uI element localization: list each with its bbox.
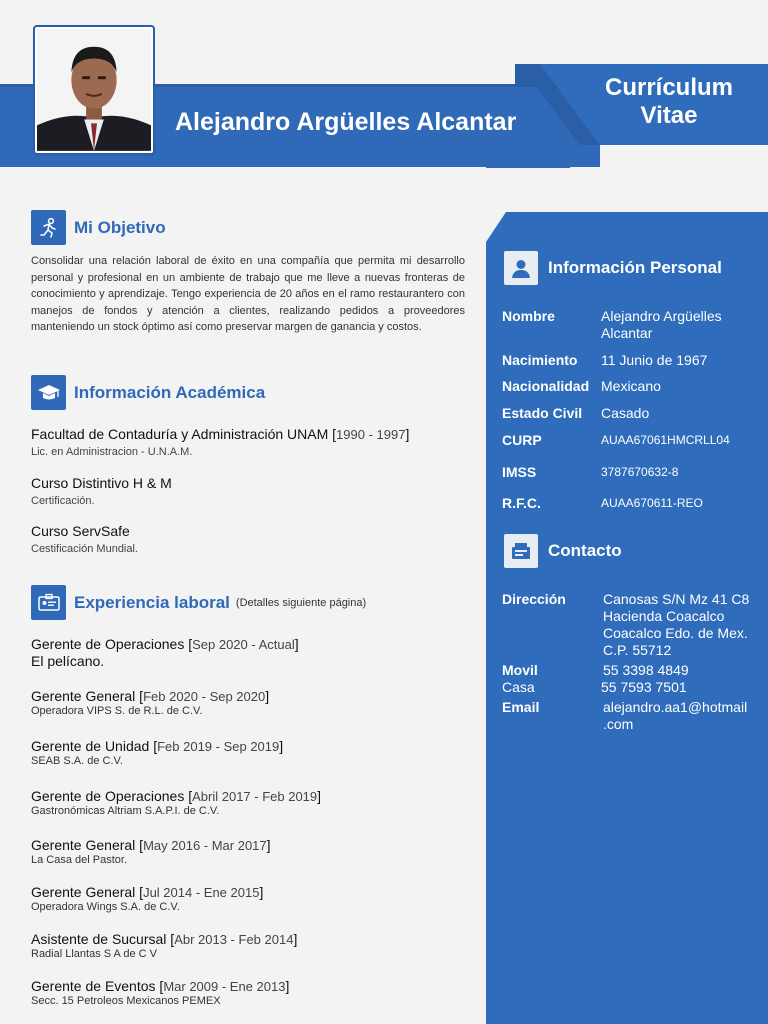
address-line: Hacienda Coacalco — [603, 608, 725, 624]
academic-item — [31, 426, 471, 458]
experience-item — [31, 978, 471, 1007]
job-company: Radial Llantas S A de C V — [31, 948, 157, 960]
job-role: Gerente de Eventos — [31, 978, 156, 994]
address-line: C.P. 55712 — [603, 642, 672, 658]
personal-label: Nombre — [502, 308, 555, 324]
job-company: Operadora VIPS S. de R.L. de C.V. — [31, 705, 203, 717]
contact-title: Contacto — [548, 541, 622, 560]
running-person-icon — [31, 210, 66, 245]
job-company: SEAB S.A. de C.V. — [31, 755, 123, 767]
contact-casa[interactable]: 55 7593 7501 — [601, 679, 687, 695]
address-line: Canosas S/N Mz 41 C8 — [603, 591, 750, 607]
academic-item-sub: Certificación. — [31, 495, 95, 507]
job-role: Gerente General — [31, 837, 136, 853]
cv-title-line1: Currículum — [604, 74, 733, 101]
experience-title: Experiencia laboral — [74, 592, 230, 612]
id-card-icon — [31, 585, 66, 620]
personal-label: CURP — [502, 432, 542, 448]
contact-label: Casa — [502, 679, 535, 695]
objective-text: Consolidar una relación laboral de éxito en una compañía que permita mi desarrollo personal y profesional en un ambiente de trabajo que me lleve a nuevas fronteras de conocimiento y aprendizaje. Tengo experiencia de 20 años en el ramo restaurantero con manejos de fondos y atención a clientes, realizando pedidos a proveedores manteniendo un stock óptimo así como preservar margen de ganancia y costos. — [31, 255, 465, 334]
experience-item — [31, 636, 471, 669]
contact-movil[interactable]: 55 3398 4849 — [603, 662, 689, 678]
experience-item — [31, 688, 471, 717]
job-company: Operadora Wings S.A. de C.V. — [31, 901, 180, 913]
personal-label: Nacionalidad — [502, 378, 590, 394]
experience-note: (Detalles siguiente página) — [235, 596, 367, 609]
personal-label: IMSS — [502, 464, 537, 480]
job-title: Gerente de Operaciones [Sep 2020 - Actual] — [31, 636, 299, 652]
academic-item-dates: 1990 - 1997 — [336, 427, 406, 442]
personal-label: Estado Civil — [502, 405, 583, 421]
email-line: alejandro.aa1@hotmail — [603, 699, 748, 715]
contact-row-address — [502, 591, 762, 661]
job-dates: May 2016 - Mar 2017 — [143, 838, 267, 853]
email-line: .com — [603, 716, 634, 732]
academic-item-name: Facultad de Contaduría y Administración UNAM — [31, 426, 329, 442]
personal-label: R.F.C. — [502, 495, 541, 511]
personal-value: 3787670632-8 — [601, 465, 679, 479]
experience-item — [31, 931, 471, 960]
graduation-cap-icon — [31, 375, 66, 410]
candidate-name: Alejandro Argüelles Alcantar — [175, 108, 517, 136]
academic-item-title: Facultad de Contaduría y Administración UNAM [1990 - 1997] — [31, 426, 410, 442]
job-role: Gerente de Unidad — [31, 738, 150, 754]
contact-email[interactable] — [603, 699, 768, 733]
objective-title: Mi Objetivo — [74, 217, 166, 237]
contact-card-icon — [504, 534, 538, 568]
side-panel-notch — [486, 212, 768, 242]
job-dates: Feb 2020 - Sep 2020 — [143, 689, 266, 704]
academic-item — [31, 475, 471, 507]
job-company: Secc. 15 Petroleos Mexicanos PEMEX — [31, 995, 221, 1007]
address-line: Coacalco Edo. de Mex. — [603, 625, 748, 641]
profile-photo — [37, 29, 151, 151]
contact-heading — [504, 534, 622, 568]
job-title: Gerente de Eventos [Mar 2009 - Ene 2013] — [31, 978, 290, 994]
job-dates: Sep 2020 - Actual — [192, 637, 295, 652]
contact-label: Email — [502, 699, 540, 715]
personal-value: AUAA670611-REO — [601, 496, 703, 510]
personal-value: Mexicano — [601, 378, 661, 394]
personal-label: Nacimiento — [502, 352, 578, 368]
job-dates: Abr 2013 - Feb 2014 — [174, 932, 294, 947]
job-dates: Jul 2014 - Ene 2015 — [143, 885, 260, 900]
cv-title-line2: Vitae — [640, 102, 698, 129]
cv-title — [594, 74, 744, 130]
job-role: Gerente General — [31, 688, 136, 704]
academic-item-sub: Cestificación Mundial. — [31, 543, 138, 555]
profile-photo-frame — [33, 25, 155, 155]
experience-item — [31, 837, 471, 866]
job-role: Gerente de Operaciones — [31, 636, 185, 652]
job-title: Gerente de Operaciones [Abril 2017 - Feb 2019] — [31, 788, 322, 804]
academic-item-sub: Lic. en Administracion - U.N.A.M. — [31, 446, 193, 458]
job-title: Asistente de Sucursal [Abr 2013 - Feb 2014] — [31, 931, 298, 947]
contact-label: Dirección — [502, 591, 566, 607]
academic-heading — [31, 375, 265, 410]
personal-value: 11 Junio de 1967 — [601, 352, 708, 368]
job-title: Gerente General [Jul 2014 - Ene 2015] — [31, 884, 264, 900]
job-role: Asistente de Sucursal — [31, 931, 167, 947]
job-role: Gerente General — [31, 884, 136, 900]
objective-heading — [31, 210, 166, 245]
experience-heading — [31, 585, 366, 620]
contact-address — [603, 591, 768, 659]
academic-item — [31, 523, 471, 555]
job-title: Gerente General [Feb 2020 - Sep 2020] — [31, 688, 270, 704]
job-dates: Abril 2017 - Feb 2019 — [192, 789, 318, 804]
job-dates: Feb 2019 - Sep 2019 — [157, 739, 280, 754]
job-company: Gastronómicas Altriam S.A.P.I. de C.V. — [31, 805, 220, 817]
personal-heading — [504, 251, 722, 285]
job-company: El pelícano. — [31, 653, 105, 669]
personal-value: AUAA67061HMCRLL04 — [601, 433, 730, 447]
personal-title: Información Personal — [548, 258, 722, 277]
job-title: Gerente de Unidad [Feb 2019 - Sep 2019] — [31, 738, 284, 754]
experience-item — [31, 788, 471, 817]
experience-item — [31, 884, 471, 913]
personal-value: Alejandro Argüelles Alcantar — [601, 308, 722, 341]
contact-label: Movil — [502, 662, 538, 678]
user-icon — [504, 251, 538, 285]
job-role: Gerente de Operaciones — [31, 788, 185, 804]
job-company: La Casa del Pastor. — [31, 854, 128, 866]
academic-title: Información Académica — [74, 382, 266, 402]
job-title: Gerente General [May 2016 - Mar 2017] — [31, 837, 271, 853]
academic-item-title: Curso ServSafe — [31, 523, 130, 539]
job-dates: Mar 2009 - Ene 2013 — [163, 979, 286, 994]
academic-item-title: Curso Distintivo H & M — [31, 475, 172, 491]
personal-value: Casado — [601, 405, 650, 421]
experience-item — [31, 738, 471, 767]
